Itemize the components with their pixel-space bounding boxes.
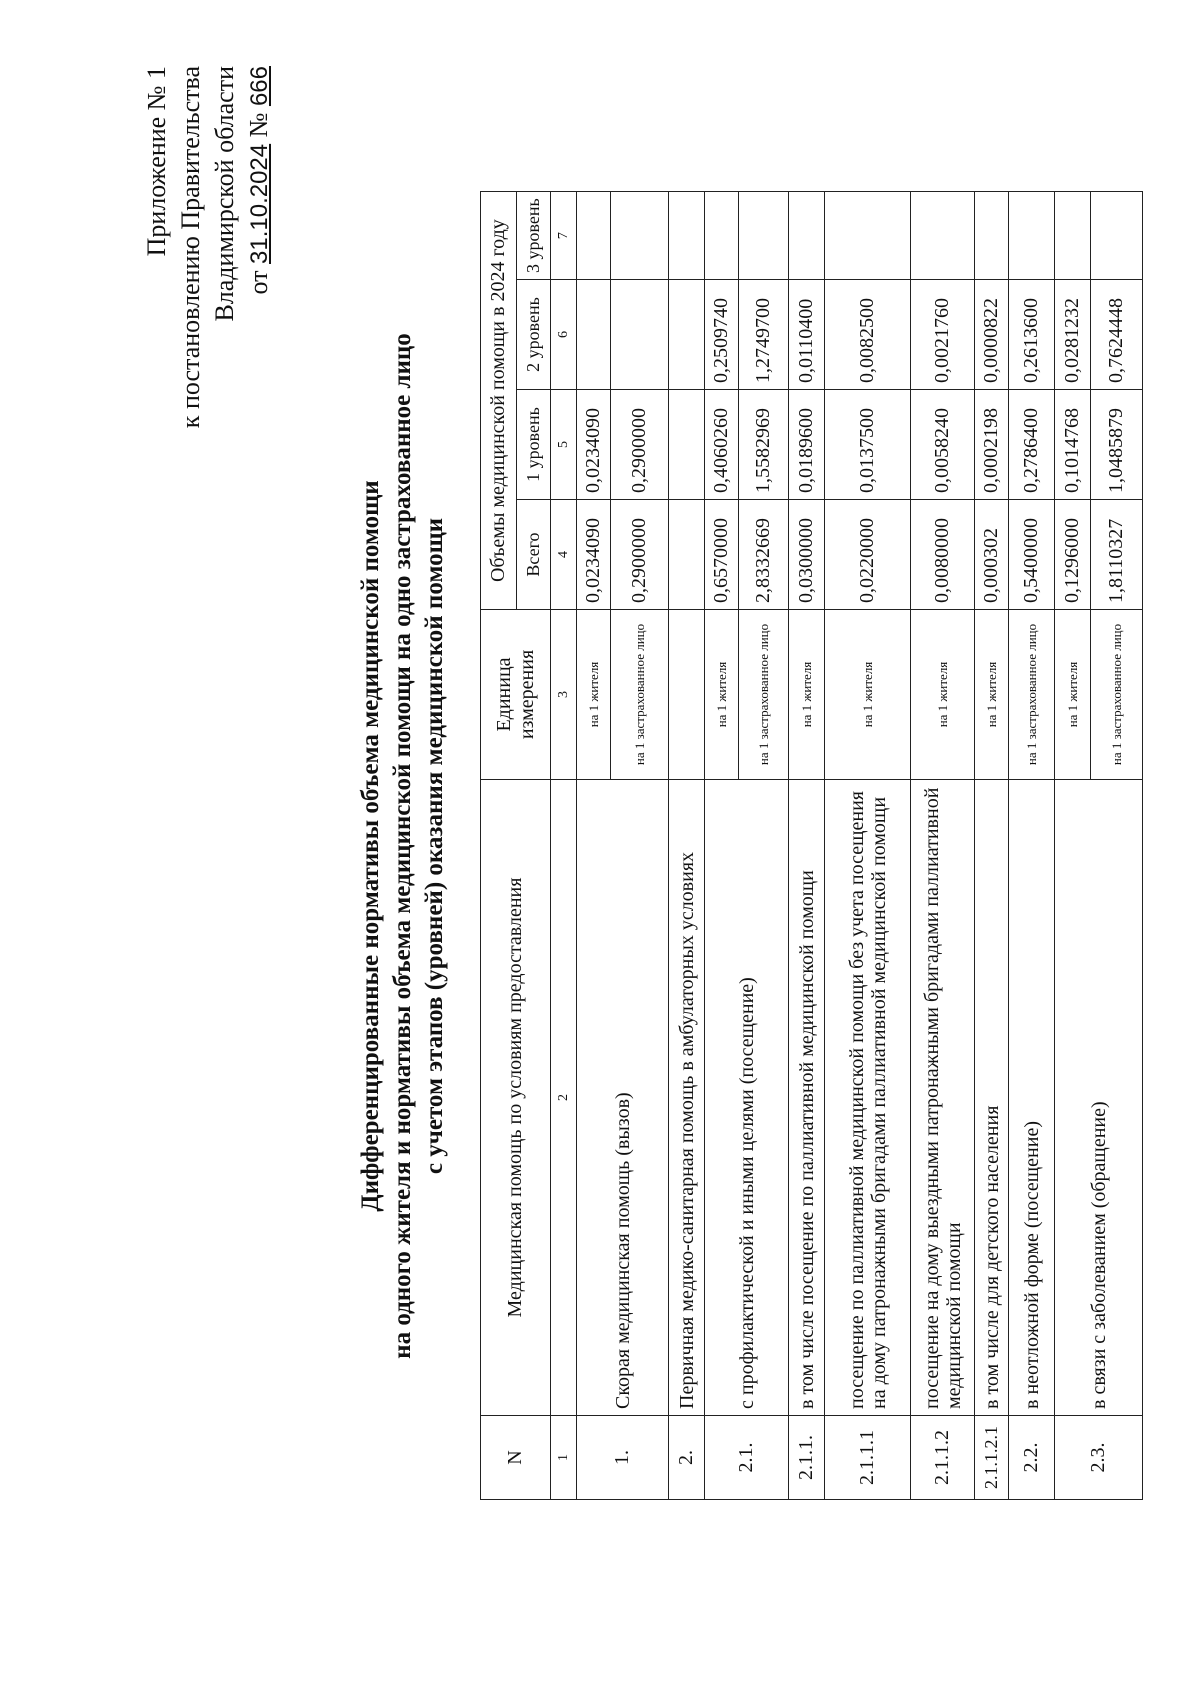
table-row — [1055, 192, 1091, 1500]
table-row — [825, 192, 911, 1500]
row-level-1: 0,2900000 — [611, 390, 669, 500]
row-level-1: 0,2786400 — [1009, 390, 1055, 500]
row-unit: на 1 жителя — [705, 610, 739, 780]
row-total: 2,8332669 — [739, 500, 789, 610]
row-total: 0,0234090 — [577, 500, 611, 610]
row-number: 1. — [577, 1416, 669, 1500]
column-index: 7 — [551, 192, 577, 280]
row-number: 2.1.1.1 — [825, 1416, 911, 1500]
row-level-1: 1,0485879 — [1091, 390, 1143, 500]
column-index: 5 — [551, 390, 577, 500]
header-level-1: 1 уровень — [517, 390, 551, 500]
title-line-1: Дифференцированные нормативы объема медицинской помощи — [357, 480, 384, 1212]
row-level-2: 0,2509740 — [705, 280, 739, 390]
row-level-3 — [789, 192, 825, 280]
row-level-3 — [611, 192, 669, 280]
row-level-2: 1,2749700 — [739, 280, 789, 390]
resolution-date: 31.10.2024 — [246, 143, 273, 264]
row-level-2 — [577, 280, 611, 390]
document-title — [355, 166, 451, 1526]
row-condition: Скорая медицинская помощь (вызов) — [577, 780, 669, 1416]
row-level-3 — [975, 192, 1009, 280]
row-level-3 — [1055, 192, 1091, 280]
row-total: 0,0300000 — [789, 500, 825, 610]
row-level-2: 0,0021760 — [911, 280, 975, 390]
row-unit: на 1 застрахованное лицо — [739, 610, 789, 780]
column-index-row — [551, 192, 577, 1500]
row-level-3 — [1009, 192, 1055, 280]
row-level-2: 0,0281232 — [1055, 280, 1091, 390]
row-condition: в том числе посещение по паллиативной медицинской помощи — [789, 780, 825, 1416]
row-condition: в неотложной форме (посещение) — [1009, 780, 1055, 1416]
row-condition: посещение на дому выездными патронажными бригадами паллиативной медицинской помощи — [911, 780, 975, 1416]
volume-norms-table — [480, 191, 1143, 1500]
row-level-3 — [577, 192, 611, 280]
row-total: 1,8110327 — [1091, 500, 1143, 610]
table-row — [669, 192, 705, 1500]
row-level-1: 0,0137500 — [825, 390, 911, 500]
row-unit: на 1 застрахованное лицо — [1009, 610, 1055, 780]
row-level-2: 0,2613600 — [1009, 280, 1055, 390]
row-level-1: 1,5582969 — [739, 390, 789, 500]
row-level-3 — [911, 192, 975, 280]
row-level-3 — [739, 192, 789, 280]
title-line-3: с учетом этапов (уровней) оказания медицинской помощи — [421, 517, 448, 1175]
row-number: 2.1.1.2.1 — [975, 1416, 1009, 1500]
header-total: Всего — [517, 500, 551, 610]
number-prefix: № — [244, 112, 273, 138]
appendix-date-line — [242, 66, 277, 428]
row-unit: на 1 жителя — [577, 610, 611, 780]
row-unit: на 1 жителя — [825, 610, 911, 780]
appendix-line-3: Владимирской области — [210, 66, 239, 322]
row-level-2: 0,0110400 — [789, 280, 825, 390]
column-index: 2 — [551, 780, 577, 1416]
row-unit: на 1 жителя — [911, 610, 975, 780]
row-level-1: 0,1014768 — [1055, 390, 1091, 500]
row-condition: посещение по паллиативной медицинской помощи без учета посещения на дому патронажными бригадами паллиативной медицинской помощи — [825, 780, 911, 1416]
row-total: 0,2900000 — [611, 500, 669, 610]
row-unit: на 1 застрахованное лицо — [1091, 610, 1143, 780]
column-index: 1 — [551, 1416, 577, 1500]
appendix-line-1: Приложение № 1 — [142, 66, 171, 257]
row-total: 0,000302 — [975, 500, 1009, 610]
row-number: 2.1. — [705, 1416, 789, 1500]
row-total: 0,5400000 — [1009, 500, 1055, 610]
table-row — [577, 192, 611, 1500]
table-row — [1009, 192, 1055, 1500]
row-level-2: 0,0082500 — [825, 280, 911, 390]
header-n: N — [481, 1416, 551, 1500]
header-volumes: Объемы медицинской помощи в 2024 году — [481, 192, 517, 610]
row-total: 0,6570000 — [705, 500, 739, 610]
row-total: 0,1296000 — [1055, 500, 1091, 610]
row-unit: на 1 жителя — [1055, 610, 1091, 780]
header-unit: Единица измерения — [481, 610, 551, 780]
row-level-1: 0,0189600 — [789, 390, 825, 500]
table-row — [975, 192, 1009, 1500]
row-unit: на 1 застрахованное лицо — [611, 610, 669, 780]
row-level-1: 0,0058240 — [911, 390, 975, 500]
table-row — [911, 192, 975, 1500]
row-total: 0,0080000 — [911, 500, 975, 610]
row-number: 2.1.1. — [789, 1416, 825, 1500]
row-level-1: 0,0234090 — [577, 390, 611, 500]
header-level-3: 3 уровень — [517, 192, 551, 280]
row-condition: Первичная медико-санитарная помощь в амбулаторных условиях — [669, 780, 705, 1416]
column-index: 3 — [551, 610, 577, 780]
row-level-3 — [705, 192, 739, 280]
table-row — [789, 192, 825, 1500]
title-line-2: на одного жителя и нормативы объема медицинской помощи на одно застрахованное лицо — [389, 333, 416, 1359]
row-number: 2.2. — [1009, 1416, 1055, 1500]
row-unit: на 1 жителя — [975, 610, 1009, 780]
row-number: 2. — [669, 1416, 705, 1500]
row-level-3 — [1091, 192, 1143, 280]
table-row — [705, 192, 739, 1500]
column-index: 6 — [551, 280, 577, 390]
row-condition: в связи с заболеванием (обращение) — [1055, 780, 1143, 1416]
row-condition: в том числе для детского населения — [975, 780, 1009, 1416]
header-level-2: 2 уровень — [517, 280, 551, 390]
date-prefix: от — [244, 270, 273, 295]
header-row-1 — [481, 192, 517, 1500]
row-level-2: 0,0000822 — [975, 280, 1009, 390]
column-index: 4 — [551, 500, 577, 610]
row-level-1: 0,4060260 — [705, 390, 739, 500]
header-condition: Медицинская помощь по условиям предоставления — [481, 780, 551, 1416]
row-level-3 — [825, 192, 911, 280]
row-level-2: 0,7624448 — [1091, 280, 1143, 390]
row-level-2 — [611, 280, 669, 390]
row-total: 0,0220000 — [825, 500, 911, 610]
row-level-1: 0,0002198 — [975, 390, 1009, 500]
appendix-line-2: к постановлению Правительства — [176, 66, 205, 429]
row-number: 2.3. — [1055, 1416, 1143, 1500]
appendix-block — [140, 66, 277, 428]
resolution-number: 666 — [246, 66, 273, 107]
row-unit: на 1 жителя — [789, 610, 825, 780]
row-number: 2.1.1.2 — [911, 1416, 975, 1500]
row-condition: с профилактической и иными целями (посещение) — [705, 780, 789, 1416]
